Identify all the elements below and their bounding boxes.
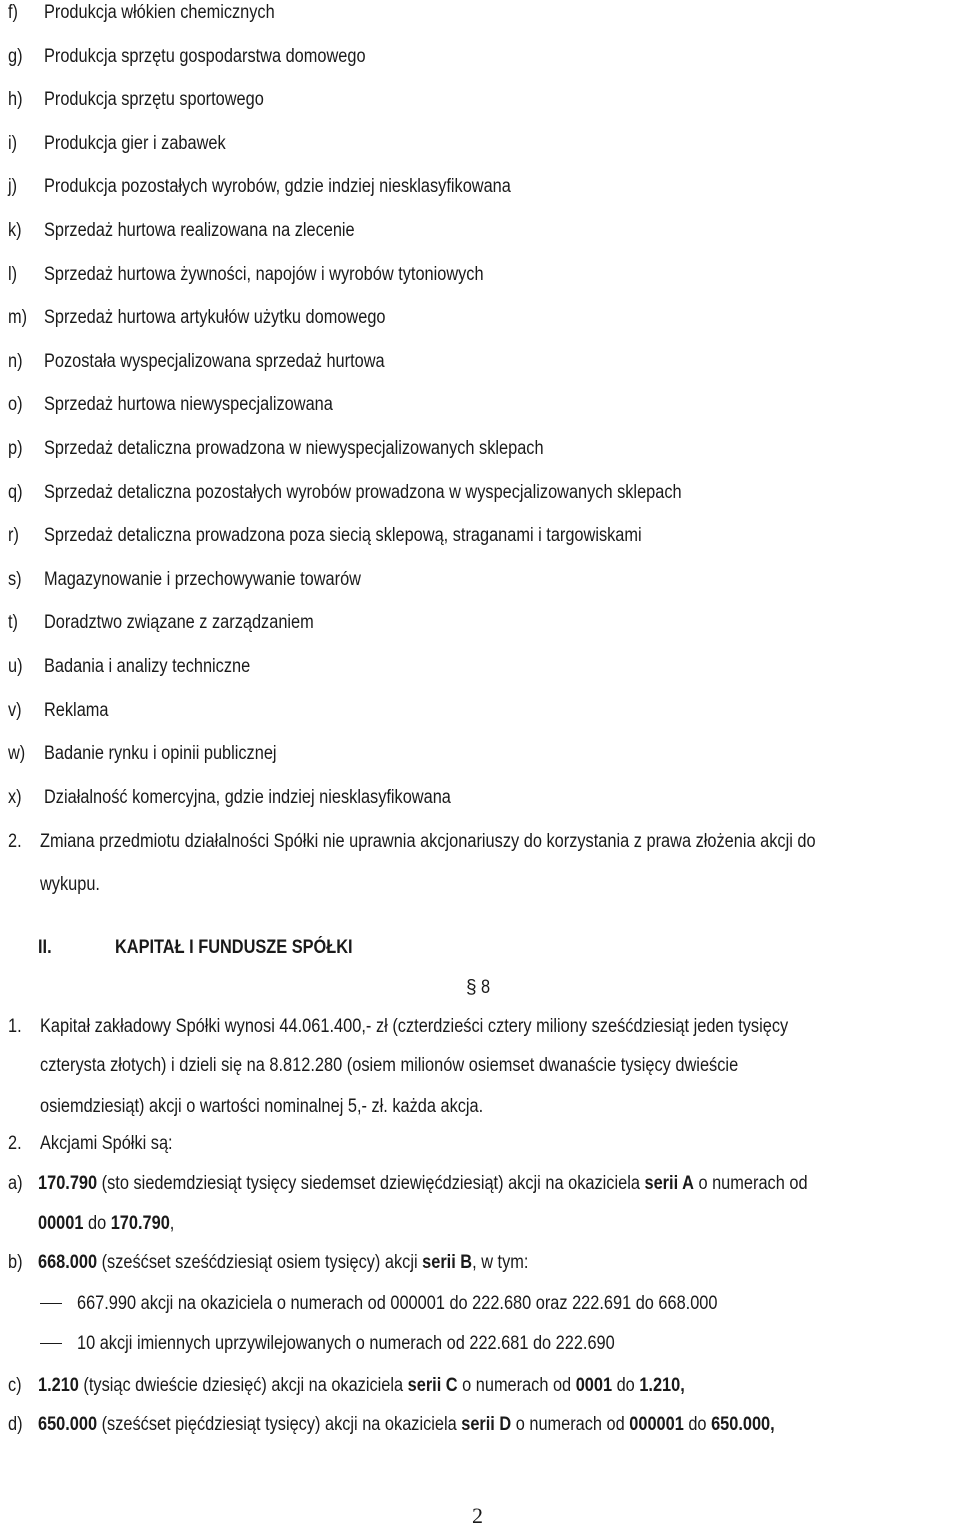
share-d-amount: 650.000 [38, 1414, 98, 1435]
list-item-text: Sprzedaż detaliczna pozostałych wyrobów prowadzona w wyspecjalizowanych sklepach [44, 482, 682, 503]
share-a-series: serii A [644, 1173, 694, 1194]
list-item-text: Sprzedaż hurtowa artykułów użytku domowego [44, 307, 386, 328]
share-b-amount: 668.000 [38, 1252, 98, 1273]
share-c-amount: 1.210 [38, 1375, 79, 1396]
list-item-text: Działalność komercyjna, gdzie indziej niesklasyfikowana [44, 787, 451, 808]
capital-text-line3: osiemdziesiąt) akcji o wartości nominalnej 5,- zł. każda akcja. [40, 1096, 484, 1117]
list-item-text: Sprzedaż hurtowa żywności, napojów i wyrobów tytoniowych [44, 264, 484, 285]
list-item-text: Sprzedaż detaliczna prowadzona w niewyspecjalizowanych sklepach [44, 438, 544, 459]
share-c-from: 0001 [575, 1375, 613, 1396]
list-item-marker: m) [8, 307, 28, 328]
share-b-desc-end: , w tym: [472, 1252, 529, 1273]
share-c-to-word: do [612, 1375, 640, 1396]
list-item-marker: n) [8, 351, 23, 372]
list-item-marker: u) [8, 656, 23, 677]
share-c-desc-end: o numerach od [457, 1375, 576, 1396]
share-a-to-word: do [83, 1213, 111, 1234]
share-a-from: 00001 [38, 1213, 84, 1234]
share-c-to: 1.210, [639, 1375, 685, 1396]
share-b-marker: b) [8, 1252, 23, 1273]
list-item-marker: q) [8, 482, 23, 503]
list-item-text: Produkcja sprzętu sportowego [44, 89, 264, 110]
list-item-marker: l) [8, 264, 18, 285]
shares-intro-marker: 2. [8, 1133, 22, 1154]
section-title: KAPITAŁ I FUNDUSZE SPÓŁKI [115, 937, 353, 958]
share-b-desc: (sześćset sześćdziesiąt osiem tysięcy) akcji [97, 1252, 423, 1273]
page-number: 2 [472, 1503, 483, 1528]
share-d-desc-end: o numerach od [511, 1414, 630, 1435]
share-a-to: 170.790 [110, 1213, 170, 1234]
capital-text-line1: Kapitał zakładowy Spółki wynosi 44.061.400,- zł (czterdzieści cztery miliony sześćdziesiąt jeden tysięcy [40, 1016, 789, 1037]
list-item-marker: v) [8, 700, 22, 721]
share-a-desc: (sto siedemdziesiąt tysięcy siedemset dziewięćdziesiąt) akcji na okaziciela [97, 1173, 645, 1194]
share-c-series: serii C [407, 1375, 458, 1396]
share-a-line1 [38, 1172, 808, 1196]
list-item-text: Produkcja gier i zabawek [44, 133, 226, 154]
list-item-marker: o) [8, 394, 23, 415]
share-a-desc-end: o numerach od [693, 1173, 808, 1194]
list-item-text: Badania i analizy techniczne [44, 656, 251, 677]
list-item-text: Sprzedaż hurtowa realizowana na zlecenie [44, 220, 355, 241]
list-item-text: Sprzedaż hurtowa niewyspecjalizowana [44, 394, 333, 415]
list-item-marker: i) [8, 133, 18, 154]
share-b-line1 [38, 1251, 528, 1275]
share-d-line1 [38, 1413, 775, 1437]
list-item-marker: x) [8, 787, 22, 808]
list-item-marker: j) [8, 176, 18, 197]
point-2-text-line1: Zmiana przedmiotu działalności Spółki nie uprawnia akcjonariuszy do korzystania z prawa złożenia akcji do [40, 831, 816, 852]
list-item-marker: k) [8, 220, 22, 241]
list-item-marker: r) [8, 525, 19, 546]
share-d-to: 650.000, [711, 1414, 775, 1435]
share-d-from: 000001 [629, 1414, 684, 1435]
list-item-marker: f) [8, 2, 18, 23]
list-item-text: Sprzedaż detaliczna prowadzona poza siecią sklepową, straganami i targowiskami [44, 525, 642, 546]
section-number: II. [38, 937, 52, 958]
share-a-amount: 170.790 [38, 1173, 98, 1194]
shares-intro-text: Akcjami Spółki są: [40, 1133, 173, 1154]
share-a-line2 [38, 1212, 174, 1236]
share-a-tail: , [169, 1213, 175, 1234]
dash-bullet [40, 1343, 62, 1344]
list-item-text: Badanie rynku i opinii publicznej [44, 743, 277, 764]
list-item-marker: w) [8, 743, 26, 764]
list-item-text: Magazynowanie i przechowywanie towarów [44, 569, 361, 590]
capital-marker: 1. [8, 1016, 22, 1037]
paragraph-number: 8 [481, 977, 491, 998]
point-2-marker: 2. [8, 831, 22, 852]
list-item-text: Produkcja pozostałych wyrobów, gdzie indziej niesklasyfikowana [44, 176, 511, 197]
list-item-marker: s) [8, 569, 22, 590]
list-item-text: Reklama [44, 700, 109, 721]
share-d-marker: d) [8, 1414, 23, 1435]
list-item-text: Produkcja sprzętu gospodarstwa domowego [44, 46, 366, 67]
list-item-text: Doradztwo związane z zarządzaniem [44, 612, 314, 633]
share-b-sub-2: 10 akcji imiennych uprzywilejowanych o numerach od 222.681 do 222.690 [77, 1333, 615, 1354]
share-b-series: serii B [422, 1252, 473, 1273]
share-b-sub-1: 667.990 akcji na okaziciela o numerach od 000001 do 222.680 oraz 222.691 do 668.000 [77, 1293, 718, 1314]
share-d-desc: (sześćset pięćdziesiąt tysięcy) akcji na okaziciela [97, 1414, 462, 1435]
list-item-text: Produkcja włókien chemicznych [44, 2, 275, 23]
list-item-marker: p) [8, 438, 23, 459]
list-item-marker: h) [8, 89, 23, 110]
share-d-to-word: do [683, 1414, 712, 1435]
share-c-marker: c) [8, 1375, 22, 1396]
list-item-marker: g) [8, 46, 23, 67]
share-c-desc: (tysiąc dwieście dziesięć) akcji na okaziciela [78, 1375, 408, 1396]
list-item-marker: t) [8, 612, 18, 633]
capital-text-line2: czterysta złotych) i dzieli się na 8.812.280 (osiem milionów osiemset dwanaście tysięcy dwieście [40, 1055, 739, 1076]
share-c-line1 [38, 1374, 685, 1398]
share-d-series: serii D [461, 1414, 512, 1435]
point-2-text-line2: wykupu. [40, 874, 100, 895]
dash-bullet [40, 1303, 62, 1304]
list-item-text: Pozostała wyspecjalizowana sprzedaż hurtowa [44, 351, 385, 372]
paragraph-symbol: § [466, 977, 477, 998]
share-a-marker: a) [8, 1173, 23, 1194]
